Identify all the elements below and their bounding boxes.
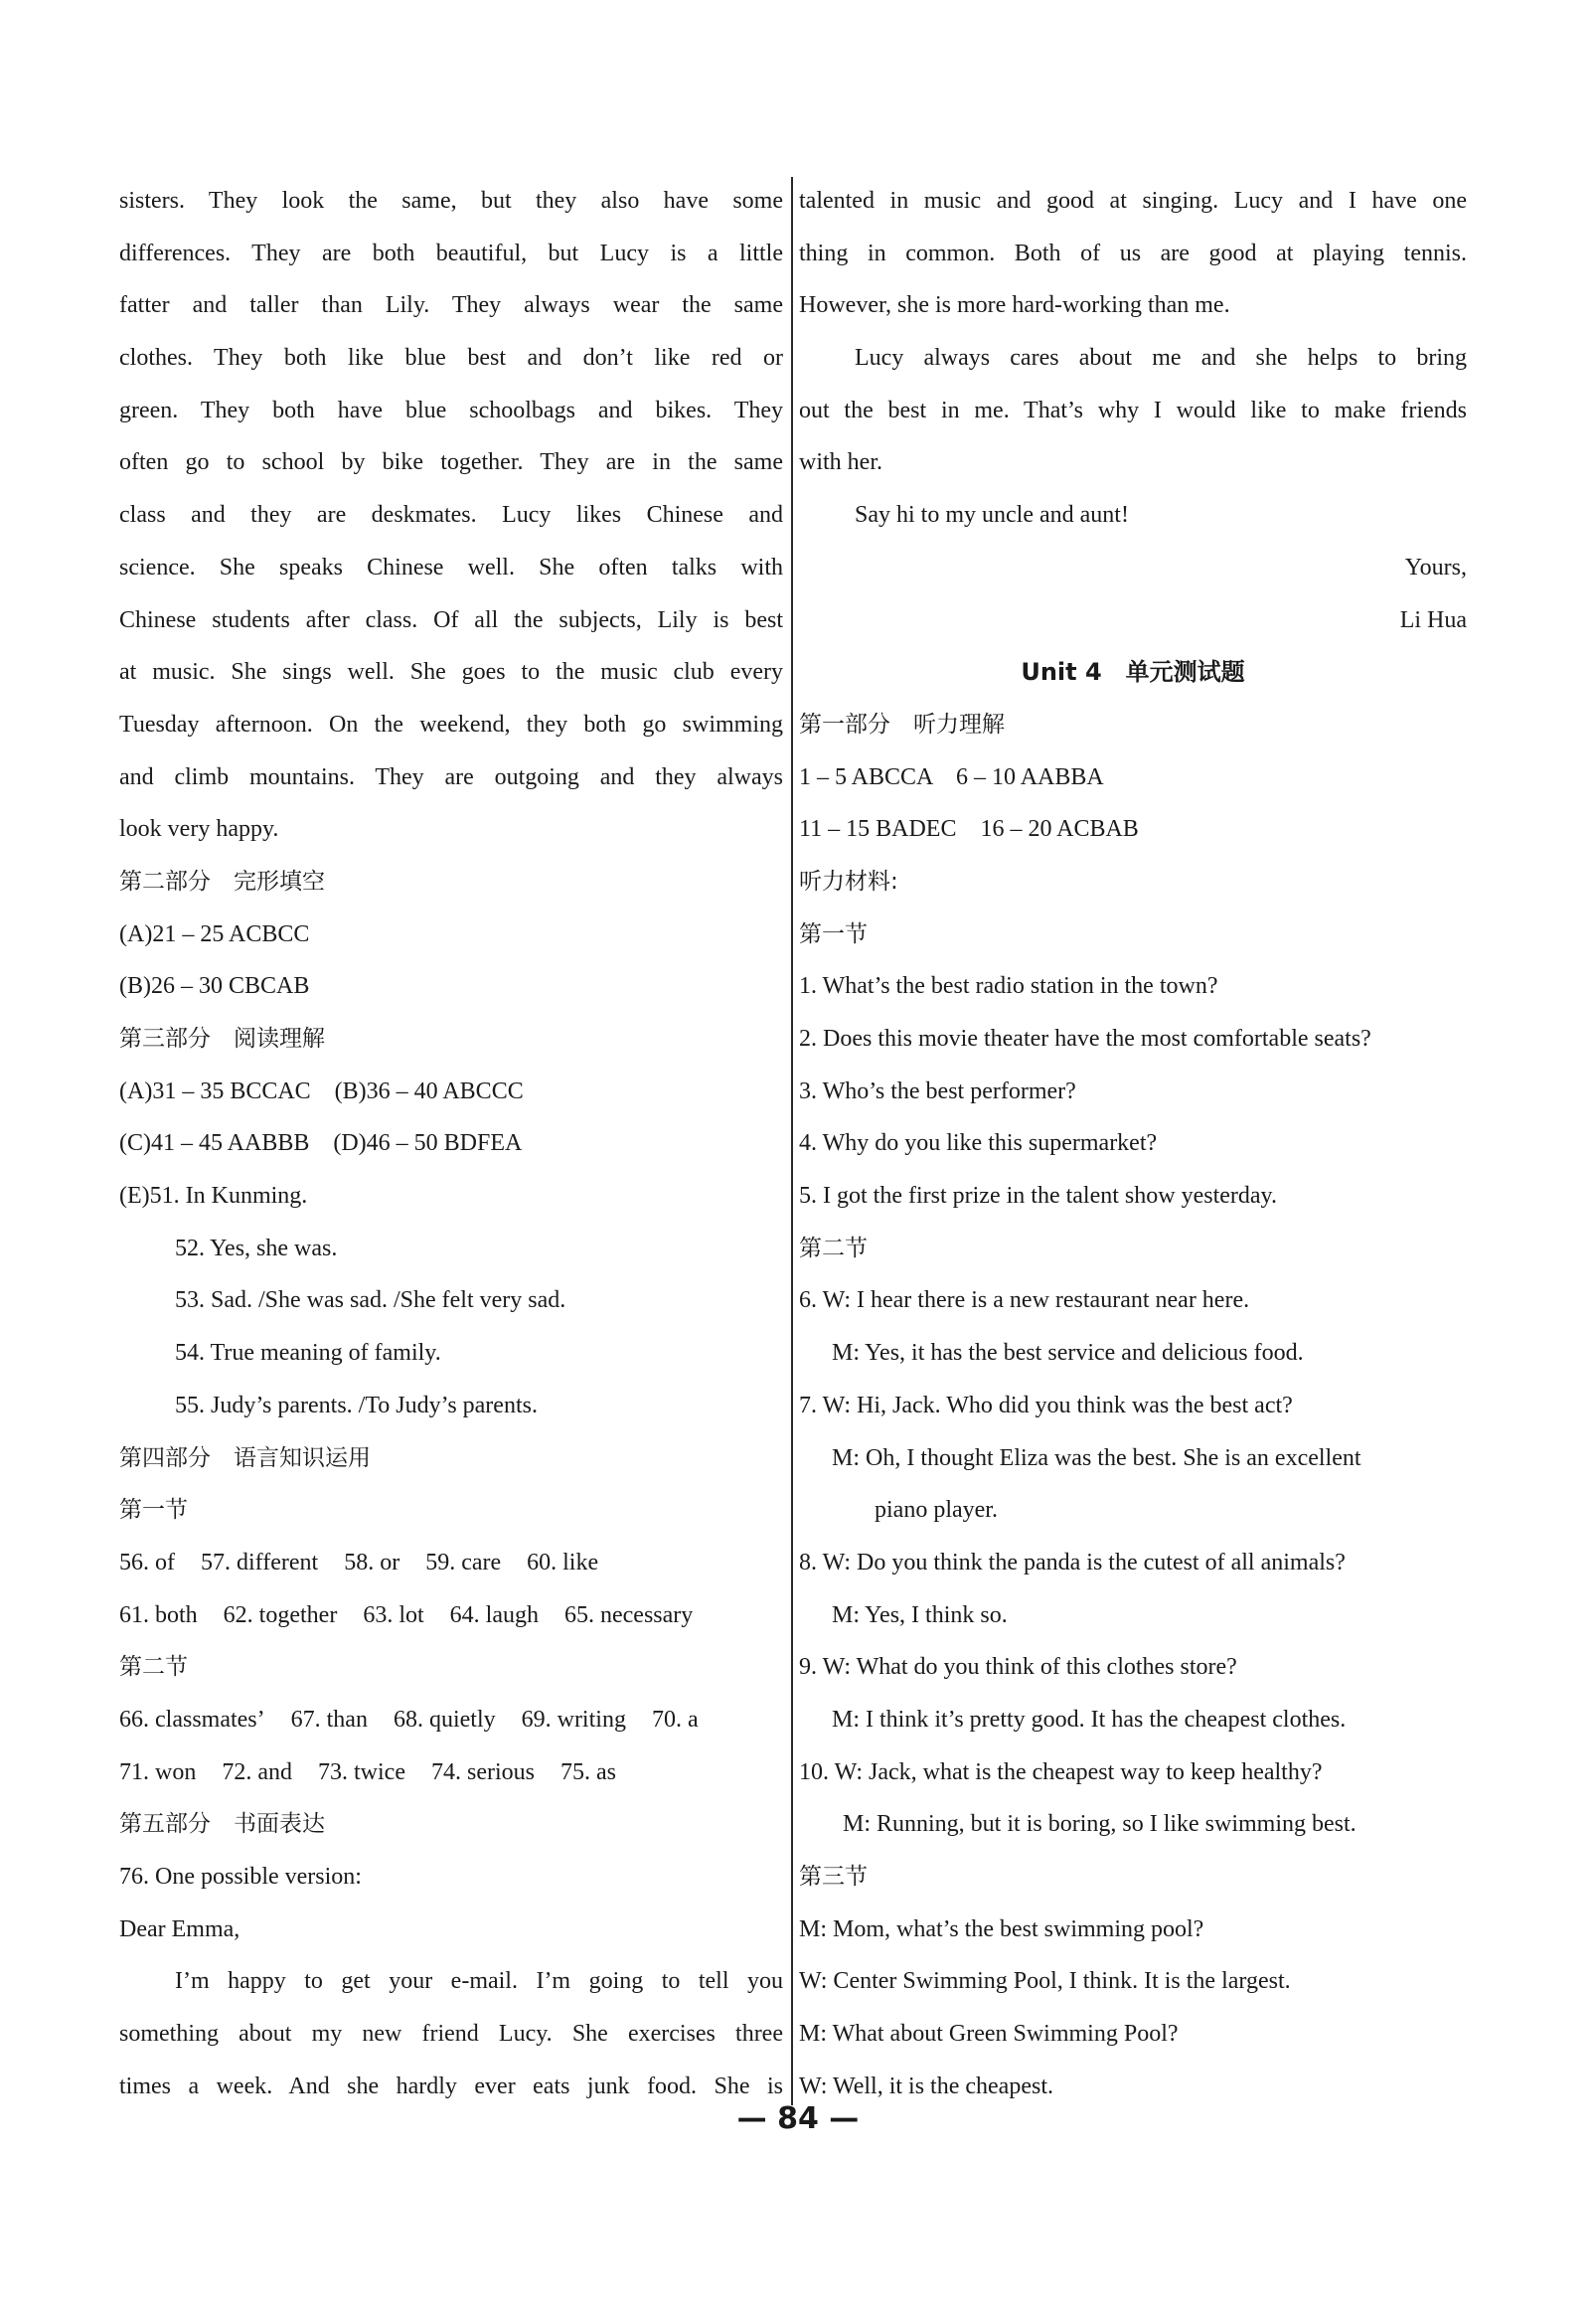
transcript-line: W: Center Swimming Pool, I think. It is the largest. — [799, 1968, 1291, 1995]
transcript-line: 10. W: Jack, what is the cheapest way to keep healthy? — [799, 1758, 1323, 1785]
answer-line: (A)31 – 35 BCCAC (B)36 – 40 ABCCC — [119, 1078, 524, 1104]
section-heading-writing: 第五部分 书面表达 — [119, 1811, 325, 1838]
section-heading-reading: 第三部分 阅读理解 — [119, 1026, 325, 1052]
page-number: — 84 — — [736, 2101, 860, 2136]
answer-item: 63. lot — [363, 1601, 424, 1628]
answer-item: 57. different — [201, 1549, 319, 1576]
answer-item: 60. like — [527, 1549, 599, 1576]
subsection-heading: 听力材料: — [799, 868, 898, 895]
transcript-line: piano player. — [875, 1497, 998, 1524]
answer-row — [119, 1694, 783, 1746]
transcript-line: 8. W: Do you think the panda is the cutest of all animals? — [799, 1549, 1346, 1576]
subsection-heading: 第一节 — [799, 920, 868, 947]
transcript-line: 7. W: Hi, Jack. Who did you think was the best act? — [799, 1392, 1293, 1418]
transcript-line: 9. W: What do you think of this clothes store? — [799, 1654, 1237, 1681]
text-line: 76. One possible version: — [119, 1864, 362, 1890]
transcript-line: M: Yes, I think so. — [832, 1601, 1008, 1628]
answer-item: 64. laugh — [449, 1601, 539, 1628]
answer-item: 73. twice — [318, 1758, 405, 1785]
answer-row — [119, 1746, 783, 1799]
transcript-line: W: Well, it is the cheapest. — [799, 2073, 1053, 2099]
answer-row — [119, 1589, 783, 1642]
answer-line: 53. Sad. /She was sad. /She felt very sad. — [175, 1287, 566, 1314]
text-line: look very happy. — [119, 816, 279, 843]
text-line: at music. She sings well. She goes to the music club every — [119, 659, 783, 686]
text-line: thing in common. Both of us are good at playing tennis. — [799, 240, 1467, 266]
answer-item: 65. necessary — [563, 1601, 694, 1628]
transcript-line: M: Oh, I thought Eliza was the best. She is an excellent — [832, 1444, 1361, 1471]
transcript-line: 5. I got the first prize in the talent show yesterday. — [799, 1183, 1277, 1210]
section-heading-cloze: 第二部分 完形填空 — [119, 868, 325, 895]
text-line: times a week. And she hardly ever eats junk food. She is — [119, 2073, 783, 2099]
transcript-line: M: Yes, it has the best service and delicious food. — [832, 1340, 1304, 1367]
answer-row — [119, 1537, 783, 1589]
text-line: clothes. They both like blue best and don’t like red or — [119, 345, 783, 372]
text-line: sisters. They look the same, but they also have some — [119, 188, 783, 214]
answer-line: 1 – 5 ABCCA 6 – 10 AABBA — [799, 763, 1104, 790]
transcript-line: 4. Why do you like this supermarket? — [799, 1130, 1158, 1157]
answer-item: 72. and — [222, 1758, 292, 1785]
text-line: Say hi to my uncle and aunt! — [855, 502, 1129, 529]
transcript-line: 6. W: I hear there is a new restaurant near here. — [799, 1287, 1250, 1314]
answer-item: 66. classmates’ — [119, 1706, 265, 1733]
left-column — [119, 175, 783, 2112]
answer-item: 58. or — [344, 1549, 400, 1576]
section-heading-listening: 第一部分 听力理解 — [799, 711, 1005, 738]
answer-item: 74. serious — [430, 1758, 535, 1785]
text-line: often go to school by bike together. They are in the same — [119, 449, 783, 476]
transcript-line: M: Running, but it is boring, so I like swimming best. — [843, 1811, 1357, 1838]
text-line: science. She speaks Chinese well. She often talks with — [119, 554, 783, 581]
subsection-heading: 第三节 — [799, 1864, 868, 1890]
unit-title: Unit 4 单元测试题 — [1021, 658, 1245, 687]
text-line: differences. They are both beautiful, but Lucy is a little — [119, 240, 783, 266]
answer-line: (A)21 – 25 ACBCC — [119, 920, 310, 947]
text-line: Dear Emma, — [119, 1915, 240, 1942]
text-line: Chinese students after class. Of all the subjects, Lily is best — [119, 606, 783, 633]
text-line: Tuesday afternoon. On the weekend, they both go swimming — [119, 711, 783, 738]
text-line: something about my new friend Lucy. She exercises three — [119, 2021, 783, 2048]
answer-line: 11 – 15 BADEC 16 – 20 ACBAB — [799, 816, 1139, 843]
letter-signature: Li Hua — [1399, 606, 1467, 633]
answer-item: 69. writing — [521, 1706, 626, 1733]
transcript-line: M: Mom, what’s the best swimming pool? — [799, 1915, 1204, 1942]
transcript-line: 1. What’s the best radio station in the town? — [799, 973, 1218, 1000]
answer-line: 52. Yes, she was. — [175, 1235, 338, 1261]
subsection-heading: 第一节 — [119, 1497, 188, 1524]
answer-line: (B)26 – 30 CBCAB — [119, 973, 310, 1000]
answer-line: 54. True meaning of family. — [175, 1340, 441, 1367]
answer-item: 70. a — [651, 1706, 699, 1733]
answer-line: (C)41 – 45 AABBB (D)46 – 50 BDFEA — [119, 1130, 523, 1157]
answer-item: 56. of — [119, 1549, 175, 1576]
answer-item: 68. quietly — [393, 1706, 496, 1733]
answer-line: (E)51. In Kunming. — [119, 1183, 308, 1210]
answer-item: 59. care — [425, 1549, 502, 1576]
text-line: out the best in me. That’s why I would like to make friends — [799, 397, 1467, 423]
text-line: However, she is more hard-working than me. — [799, 292, 1230, 319]
text-line: and climb mountains. They are outgoing and they always — [119, 763, 783, 790]
answer-line: 55. Judy’s parents. /To Judy’s parents. — [175, 1392, 538, 1418]
right-column — [799, 175, 1467, 2112]
answer-item: 67. than — [290, 1706, 368, 1733]
text-line: class and they are deskmates. Lucy likes Chinese and — [119, 502, 783, 529]
answer-item: 62. together — [223, 1601, 338, 1628]
text-line: talented in music and good at singing. Lucy and I have one — [799, 188, 1467, 214]
transcript-line: 2. Does this movie theater have the most comfortable seats? — [799, 1026, 1371, 1052]
column-divider — [791, 177, 793, 2105]
answer-item: 75. as — [559, 1758, 616, 1785]
text-line: with her. — [799, 449, 882, 476]
text-line: I’m happy to get your e-mail. I’m going to tell you — [175, 1968, 783, 1995]
transcript-line: M: I think it’s pretty good. It has the cheapest clothes. — [832, 1706, 1347, 1733]
answer-item: 71. won — [119, 1758, 197, 1785]
transcript-line: M: What about Green Swimming Pool? — [799, 2021, 1179, 2048]
section-heading-language: 第四部分 语言知识运用 — [119, 1444, 371, 1471]
text-line: Lucy always cares about me and she helps to bring — [855, 345, 1467, 372]
letter-closing: Yours, — [1404, 554, 1467, 581]
text-line: fatter and taller than Lily. They always wear the same — [119, 292, 783, 319]
transcript-line: 3. Who’s the best performer? — [799, 1078, 1076, 1104]
subsection-heading: 第二节 — [799, 1235, 868, 1261]
answer-item: 61. both — [119, 1601, 198, 1628]
subsection-heading: 第二节 — [119, 1654, 188, 1681]
text-line: green. They both have blue schoolbags and bikes. They — [119, 397, 783, 423]
